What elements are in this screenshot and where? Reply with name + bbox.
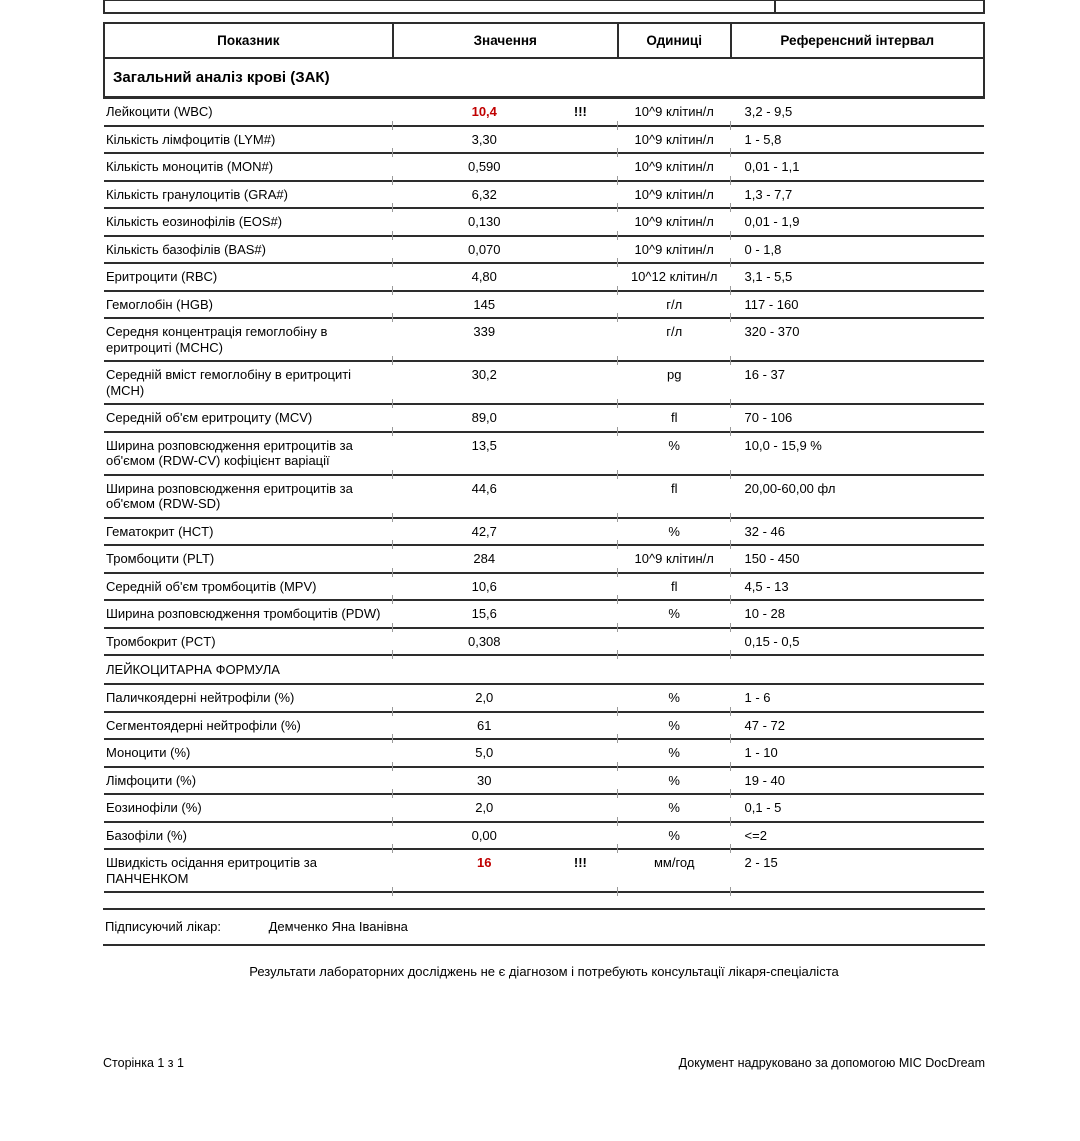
reference-interval: 32 - 46 bbox=[731, 518, 984, 546]
indicator-units: г/л bbox=[618, 291, 731, 319]
reference-interval: 1 - 5,8 bbox=[731, 126, 984, 154]
indicator-value bbox=[393, 475, 618, 518]
table-row bbox=[104, 628, 984, 656]
table-row bbox=[104, 794, 984, 822]
reference-interval: 320 - 370 bbox=[731, 318, 984, 361]
value-text: 13,5 bbox=[471, 437, 497, 453]
indicator-name: Моноцити (%) bbox=[104, 739, 393, 767]
indicator-units: % bbox=[618, 794, 731, 822]
indicator-value bbox=[393, 849, 618, 892]
indicator-name: Паличкоядерні нейтрофіли (%) bbox=[104, 684, 393, 712]
indicator-units: мм/год bbox=[618, 849, 731, 892]
abnormal-flag: !!! bbox=[573, 855, 587, 870]
table-row bbox=[104, 404, 984, 432]
reference-interval: 150 - 450 bbox=[731, 545, 984, 573]
reference-interval: 1,3 - 7,7 bbox=[731, 181, 984, 209]
table-row bbox=[104, 361, 984, 404]
indicator-units: 10^9 клітин/л bbox=[618, 153, 731, 181]
indicator-units: % bbox=[618, 767, 731, 795]
table-row bbox=[104, 767, 984, 795]
table-row bbox=[104, 600, 984, 628]
reference-interval: 0 - 1,8 bbox=[731, 236, 984, 264]
value-text: 5,0 bbox=[475, 745, 494, 760]
indicator-value bbox=[393, 767, 618, 795]
indicator-value bbox=[393, 208, 618, 236]
table-row bbox=[104, 208, 984, 236]
table-row bbox=[104, 518, 984, 546]
section-title: Загальний аналіз крові (ЗАК) bbox=[104, 58, 984, 98]
indicator-name: Середній вміст гемоглобіну в еритроциті (MCH) bbox=[104, 361, 393, 404]
indicator-value bbox=[393, 318, 618, 361]
indicator-units: 10^9 клітин/л bbox=[618, 545, 731, 573]
section-header-row bbox=[104, 58, 984, 98]
indicator-units: 10^9 клітин/л bbox=[618, 181, 731, 209]
previous-table-column-divider bbox=[774, 1, 776, 12]
indicator-name: Лімфоцити (%) bbox=[104, 767, 393, 795]
reference-interval: 47 - 72 bbox=[731, 712, 984, 740]
table-row bbox=[104, 98, 984, 126]
indicator-units: 10^9 клітин/л bbox=[618, 126, 731, 154]
value-text: 339 bbox=[473, 324, 496, 339]
indicator-name: Тромбоцити (PLT) bbox=[104, 545, 393, 573]
value-text: 0,070 bbox=[467, 241, 501, 257]
table-row bbox=[104, 181, 984, 209]
value-text: 0,00 bbox=[471, 827, 497, 843]
value-text: 145 bbox=[473, 296, 496, 312]
table-row bbox=[104, 263, 984, 291]
abnormal-flag: !!! bbox=[573, 104, 587, 119]
results-table-body bbox=[104, 58, 984, 892]
page-footer bbox=[103, 1056, 985, 1070]
table-row bbox=[104, 545, 984, 573]
reference-interval: 4,5 - 13 bbox=[731, 573, 984, 601]
indicator-units: % bbox=[618, 600, 731, 628]
reference-interval: 70 - 106 bbox=[731, 404, 984, 432]
indicator-value bbox=[393, 600, 618, 628]
indicator-units: % bbox=[618, 822, 731, 850]
indicator-value bbox=[393, 432, 618, 475]
indicator-name: Базофіли (%) bbox=[104, 822, 393, 850]
indicator-units bbox=[618, 628, 731, 656]
lab-results-table bbox=[103, 22, 985, 893]
page-number: Сторінка 1 з 1 bbox=[103, 1056, 184, 1070]
indicator-name: Кількість моноцитів (MON#) bbox=[104, 153, 393, 181]
indicator-units: fl bbox=[618, 404, 731, 432]
indicator-units: 10^9 клітин/л bbox=[618, 236, 731, 264]
reference-interval: 117 - 160 bbox=[731, 291, 984, 319]
indicator-value bbox=[393, 361, 618, 404]
previous-table-bottom-strip bbox=[103, 0, 985, 14]
value-text: 16 bbox=[477, 855, 492, 870]
reference-interval: 10 - 28 bbox=[731, 600, 984, 628]
table-row bbox=[104, 291, 984, 319]
reference-interval: 16 - 37 bbox=[731, 361, 984, 404]
indicator-units: г/л bbox=[618, 318, 731, 361]
table-row bbox=[104, 432, 984, 475]
value-text: 2,0 bbox=[475, 800, 494, 815]
indicator-name: Гемоглобін (HGB) bbox=[104, 291, 393, 319]
value-text: 15,6 bbox=[471, 606, 497, 621]
value-text: 3,30 bbox=[471, 131, 497, 147]
printed-by-text: Документ надруковано за допомогою МІС DocDream bbox=[678, 1056, 985, 1070]
section-title: ЛЕЙКОЦИТАРНА ФОРМУЛА bbox=[104, 655, 984, 684]
signature-section bbox=[103, 908, 985, 946]
value-text: 6,32 bbox=[471, 186, 497, 202]
indicator-name: Сегментоядерні нейтрофіли (%) bbox=[104, 712, 393, 740]
table-row bbox=[104, 318, 984, 361]
value-text: 0,130 bbox=[467, 214, 501, 229]
reference-interval: 0,15 - 0,5 bbox=[731, 628, 984, 656]
indicator-units: % bbox=[618, 739, 731, 767]
value-text: 0,308 bbox=[467, 633, 501, 649]
indicator-name: Кількість гранулоцитів (GRA#) bbox=[104, 181, 393, 209]
reference-interval: 1 - 10 bbox=[731, 739, 984, 767]
signing-doctor-name: Демченко Яна Іванівна bbox=[268, 919, 408, 934]
signing-doctor-label: Підписуючий лікар: bbox=[105, 919, 222, 934]
reference-interval: 0,01 - 1,9 bbox=[731, 208, 984, 236]
reference-interval: 2 - 15 bbox=[731, 849, 984, 892]
indicator-value bbox=[393, 263, 618, 291]
report-content bbox=[103, 0, 985, 979]
value-text: 10,6 bbox=[471, 578, 497, 594]
table-row bbox=[104, 573, 984, 601]
indicator-units: % bbox=[618, 432, 731, 475]
indicator-name: Ширина розповсюдження еритроцитів за об'ємом (RDW-CV) кофіцієнт варіації bbox=[104, 432, 393, 475]
table-row bbox=[104, 475, 984, 518]
indicator-value bbox=[393, 712, 618, 740]
reference-interval: 1 - 6 bbox=[731, 684, 984, 712]
table-row bbox=[104, 126, 984, 154]
reference-interval: 3,2 - 9,5 bbox=[731, 98, 984, 126]
value-text: 89,0 bbox=[471, 410, 497, 425]
value-text: 4,80 bbox=[471, 269, 497, 284]
indicator-name: Середня концентрація гемоглобіну в еритроциті (MCHC) bbox=[104, 318, 393, 361]
indicator-value bbox=[393, 153, 618, 181]
value-text: 61 bbox=[477, 717, 492, 733]
table-row bbox=[104, 822, 984, 850]
value-text: 30 bbox=[477, 772, 492, 788]
value-text: 0,590 bbox=[467, 159, 501, 174]
column-header-units: Одиниці bbox=[618, 23, 731, 58]
table-row bbox=[104, 153, 984, 181]
indicator-units: 10^9 клітин/л bbox=[618, 98, 731, 126]
reference-interval: 20,00-60,00 фл bbox=[731, 475, 984, 518]
indicator-value bbox=[393, 545, 618, 573]
indicator-name: Тромбокрит (PCT) bbox=[104, 628, 393, 656]
table-row bbox=[104, 712, 984, 740]
reference-interval: 19 - 40 bbox=[731, 767, 984, 795]
indicator-value bbox=[393, 684, 618, 712]
section-header-row bbox=[104, 655, 984, 684]
indicator-name: Еритроцити (RBC) bbox=[104, 263, 393, 291]
value-text: 2,0 bbox=[475, 690, 494, 705]
indicator-units: 10^12 клітин/л bbox=[618, 263, 731, 291]
value-text: 30,2 bbox=[471, 367, 497, 382]
table-row bbox=[104, 684, 984, 712]
column-header-value: Значення bbox=[393, 23, 618, 58]
indicator-name: Ширина розповсюдження тромбоцитів (PDW) bbox=[104, 600, 393, 628]
indicator-value bbox=[393, 98, 618, 126]
value-text: 284 bbox=[473, 551, 496, 566]
table-row bbox=[104, 236, 984, 264]
indicator-name: Кількість лімфоцитів (LYM#) bbox=[104, 126, 393, 154]
table-row bbox=[104, 739, 984, 767]
indicator-name: Кількість еозинофілів (EOS#) bbox=[104, 208, 393, 236]
indicator-name: Лейкоцити (WBC) bbox=[104, 98, 393, 126]
indicator-value bbox=[393, 236, 618, 264]
indicator-value bbox=[393, 181, 618, 209]
indicator-units: % bbox=[618, 518, 731, 546]
indicator-units: 10^9 клітин/л bbox=[618, 208, 731, 236]
column-header-indicator: Показник bbox=[104, 23, 393, 58]
indicator-value bbox=[393, 291, 618, 319]
table-row bbox=[104, 849, 984, 892]
reference-interval: 10,0 - 15,9 % bbox=[731, 432, 984, 475]
reference-interval: 0,1 - 5 bbox=[731, 794, 984, 822]
indicator-units: % bbox=[618, 712, 731, 740]
reference-interval: 0,01 - 1,1 bbox=[731, 153, 984, 181]
indicator-value bbox=[393, 404, 618, 432]
value-text: 42,7 bbox=[471, 523, 497, 539]
results-table-header bbox=[104, 23, 984, 58]
reference-interval: <=2 bbox=[731, 822, 984, 850]
reference-interval: 3,1 - 5,5 bbox=[731, 263, 984, 291]
indicator-name: Еозинофіли (%) bbox=[104, 794, 393, 822]
indicator-value bbox=[393, 126, 618, 154]
indicator-units: % bbox=[618, 684, 731, 712]
indicator-name: Середній об'єм тромбоцитів (MPV) bbox=[104, 573, 393, 601]
indicator-name: Кількість базофілів (BAS#) bbox=[104, 236, 393, 264]
indicator-units: fl bbox=[618, 573, 731, 601]
indicator-value bbox=[393, 794, 618, 822]
value-text: 44,6 bbox=[471, 480, 497, 496]
indicator-units: fl bbox=[618, 475, 731, 518]
value-text: 10,4 bbox=[471, 104, 497, 119]
indicator-value bbox=[393, 628, 618, 656]
indicator-value bbox=[393, 573, 618, 601]
indicator-value bbox=[393, 822, 618, 850]
indicator-units: pg bbox=[618, 361, 731, 404]
indicator-name: Ширина розповсюдження еритроцитів за об'ємом (RDW-SD) bbox=[104, 475, 393, 518]
indicator-name: Гематокрит (HCT) bbox=[104, 518, 393, 546]
indicator-value bbox=[393, 739, 618, 767]
disclaimer-text: Результати лабораторних досліджень не є діагнозом і потребують консультації лікаря-спеціаліста bbox=[249, 964, 839, 979]
indicator-name: Швидкість осідання еритроцитів за ПАНЧЕНКОМ bbox=[104, 849, 393, 892]
indicator-name: Середній об'єм еритроциту (MCV) bbox=[104, 404, 393, 432]
indicator-value bbox=[393, 518, 618, 546]
column-header-reference-interval: Референсний інтервал bbox=[731, 23, 984, 58]
